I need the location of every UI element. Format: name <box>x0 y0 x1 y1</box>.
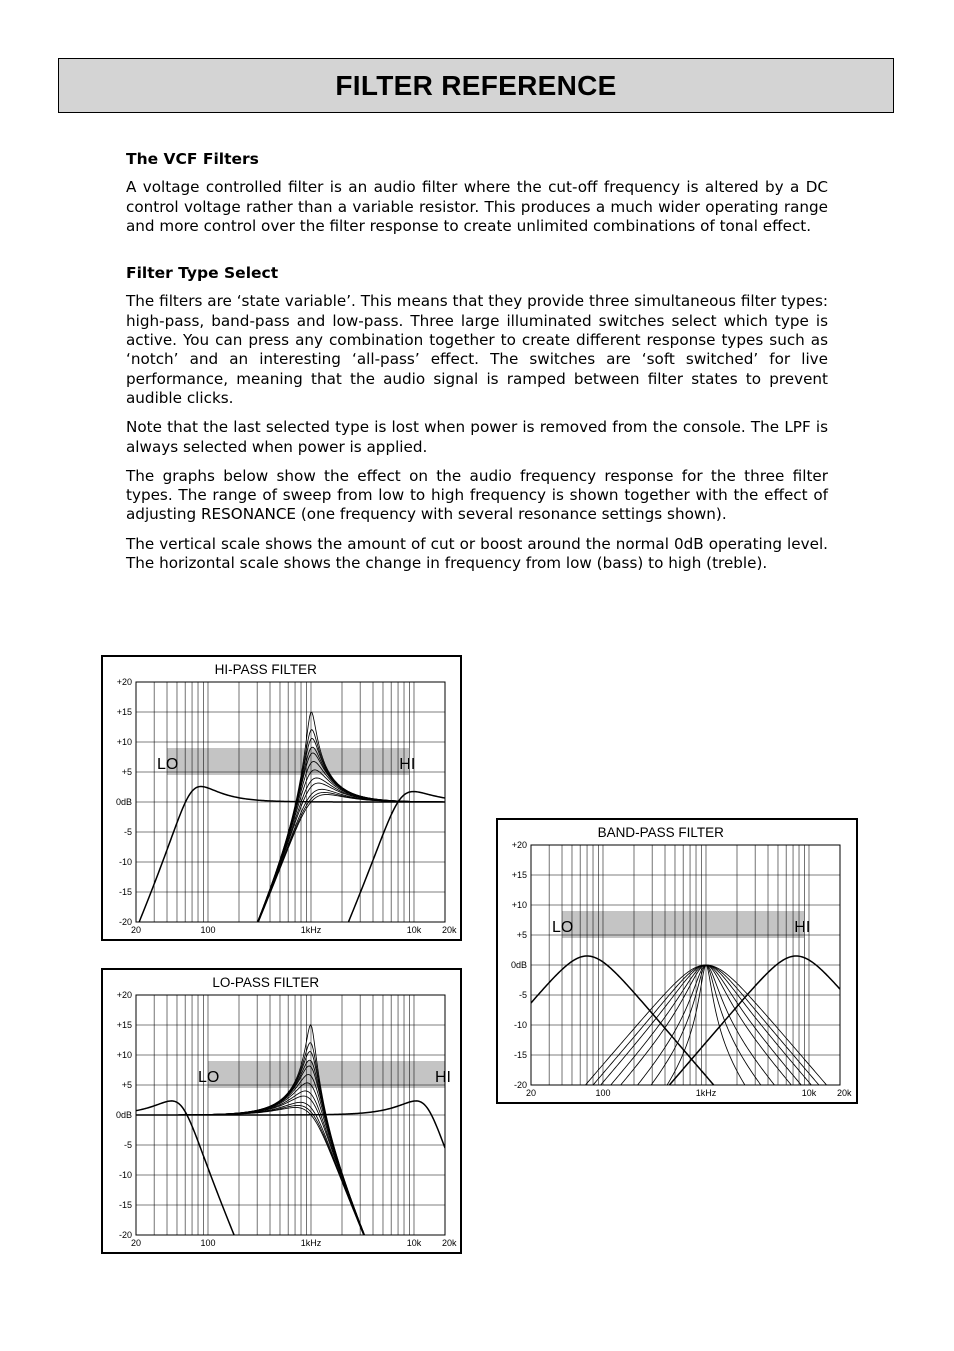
resonance-curve <box>136 1096 445 1252</box>
y-tick-label: +5 <box>121 767 132 777</box>
page-header <box>58 58 894 113</box>
x-tick-label: 100 <box>200 1238 216 1248</box>
y-tick-label: 0dB <box>115 797 132 807</box>
y-tick-label: +15 <box>116 707 132 717</box>
x-tick-label: 100 <box>595 1088 611 1098</box>
x-tick-label: 20k <box>837 1088 852 1098</box>
x-tick-label: 10k <box>406 1238 422 1248</box>
y-tick-label: +20 <box>116 677 132 687</box>
x-tick-label: 1kHz <box>695 1088 717 1098</box>
chart-svg <box>498 820 856 1102</box>
resonance-curve <box>531 965 840 1102</box>
band-lo-label: LO <box>157 756 179 773</box>
curves <box>531 956 840 1102</box>
x-tick-label: 10k <box>801 1088 817 1098</box>
y-tick-label: +10 <box>116 1050 132 1060</box>
paragraph: A voltage controlled filter is an audio filter where the cut-off frequency is altered by a DC control voltage rather than a variable resistor. This produces a much wider operating range and more control over the filter response to create unlimited combinations of tonal effect. <box>126 178 828 235</box>
y-tick-label: +15 <box>116 1020 132 1030</box>
resonance-curve <box>136 1102 445 1252</box>
paragraph: Note that the last selected type is lost when power is removed from the console. The LPF is always selected when power is applied. <box>126 418 828 456</box>
y-tick-label: -5 <box>123 1140 132 1150</box>
lo-pass-filter-graph <box>101 968 462 1254</box>
band-lo-label: LO <box>197 1069 220 1086</box>
x-tick-label: 20 <box>130 925 142 935</box>
x-tick-label: 20 <box>130 1238 142 1248</box>
band-hi-label: HI <box>435 1069 451 1086</box>
y-tick-label: +5 <box>121 1080 132 1090</box>
y-tick-label: +15 <box>511 870 527 880</box>
curves <box>136 1025 445 1252</box>
y-tick-label: -20 <box>118 1230 132 1240</box>
y-tick-label: +20 <box>511 840 527 850</box>
y-tick-label: -5 <box>518 990 527 1000</box>
resonance-curve <box>531 965 840 1102</box>
sweep-curve <box>136 1101 445 1252</box>
resonance-curve <box>136 1105 445 1252</box>
page-title: FILTER REFERENCE <box>335 69 617 101</box>
y-tick-label: -10 <box>118 1170 132 1180</box>
paragraph: The graphs below show the effect on the audio frequency response for the three filter types. The range of sweep from low to high frequency is shown together with the effect of adjusting RESONANCE (one frequency with several resonance settings shown). <box>126 466 828 524</box>
y-tick-label: -15 <box>118 1200 132 1210</box>
section-heading-vcf: The VCF Filters <box>126 150 259 168</box>
band-lo-label: LO <box>552 919 574 936</box>
resonance-curve <box>136 753 445 939</box>
x-tick-label: 20k <box>442 925 457 935</box>
resonance-curve <box>531 965 840 1102</box>
resonance-curve <box>531 965 840 1102</box>
y-tick-label: 0dB <box>115 1110 132 1120</box>
resonance-curve <box>136 1025 445 1252</box>
curves <box>136 712 445 939</box>
y-tick-label: -15 <box>118 887 132 897</box>
y-tick-label: +10 <box>116 737 132 747</box>
y-tick-label: -10 <box>513 1020 527 1030</box>
y-tick-label: -15 <box>513 1050 527 1060</box>
resonance-curve <box>531 965 840 1102</box>
sweep-curve <box>136 787 445 930</box>
resonance-curve <box>531 965 840 1102</box>
band-hi-label: HI <box>794 919 811 936</box>
sweep-curve <box>531 956 840 1102</box>
band-pass-filter-graph <box>496 818 858 1104</box>
resonance-curve <box>136 795 445 939</box>
chart-title: HI-PASS FILTER <box>214 662 317 677</box>
chart-svg <box>103 970 460 1252</box>
resonance-curve <box>136 783 445 939</box>
resonance-curve <box>531 965 840 1102</box>
y-tick-label: -5 <box>123 827 132 837</box>
paragraph: The vertical scale shows the amount of cut or boost around the normal 0dB operating level. The horizontal scale shows the change in frequency from low (bass) to high (treble). <box>126 534 828 573</box>
y-tick-label: +20 <box>116 990 132 1000</box>
y-tick-label: -20 <box>118 917 132 927</box>
section-heading-filter-type: Filter Type Select <box>126 264 279 283</box>
y-tick-label: +10 <box>511 900 527 910</box>
resonance-curve <box>136 792 445 939</box>
x-tick-label: 20k <box>442 1238 457 1248</box>
resonance-curve <box>136 1108 445 1253</box>
resonance-curve <box>531 965 840 1102</box>
chart-title: LO-PASS FILTER <box>212 975 320 990</box>
body-text <box>126 150 828 583</box>
x-tick-label: 20 <box>525 1088 537 1098</box>
x-tick-label: 1kHz <box>300 925 322 935</box>
y-tick-label: -10 <box>118 857 132 867</box>
hi-pass-filter-graph <box>101 655 462 941</box>
sweep-curve <box>136 792 445 939</box>
x-tick-label: 10k <box>406 925 422 935</box>
resonance-curve <box>136 762 445 939</box>
y-tick-label: +5 <box>516 930 527 940</box>
resonance-curve <box>136 789 445 939</box>
band-hi-label: HI <box>399 756 416 773</box>
paragraph: The filters are ‘state variable’. This means that they provide three simultaneous filter types: high-pass, band-pass and low-pass. Three large illuminated switches select which type is active. You can press any combination together to create different response types such as ‘notch’ and an interesting ‘all-pass’ effect. The switches are ‘soft switched’ for live performance, meaning that the audio signal is ramped between filter states to prevent audible clicks. <box>126 292 828 407</box>
chart-title: BAND-PASS FILTER <box>597 825 724 840</box>
chart-svg <box>103 657 460 939</box>
y-tick-label: -20 <box>513 1080 527 1090</box>
resonance-curve <box>136 712 445 939</box>
x-tick-label: 100 <box>200 925 216 935</box>
y-tick-label: 0dB <box>510 960 527 970</box>
x-tick-label: 1kHz <box>300 1238 322 1248</box>
sweep-curve <box>531 956 840 1102</box>
resonance-curve <box>136 770 445 939</box>
